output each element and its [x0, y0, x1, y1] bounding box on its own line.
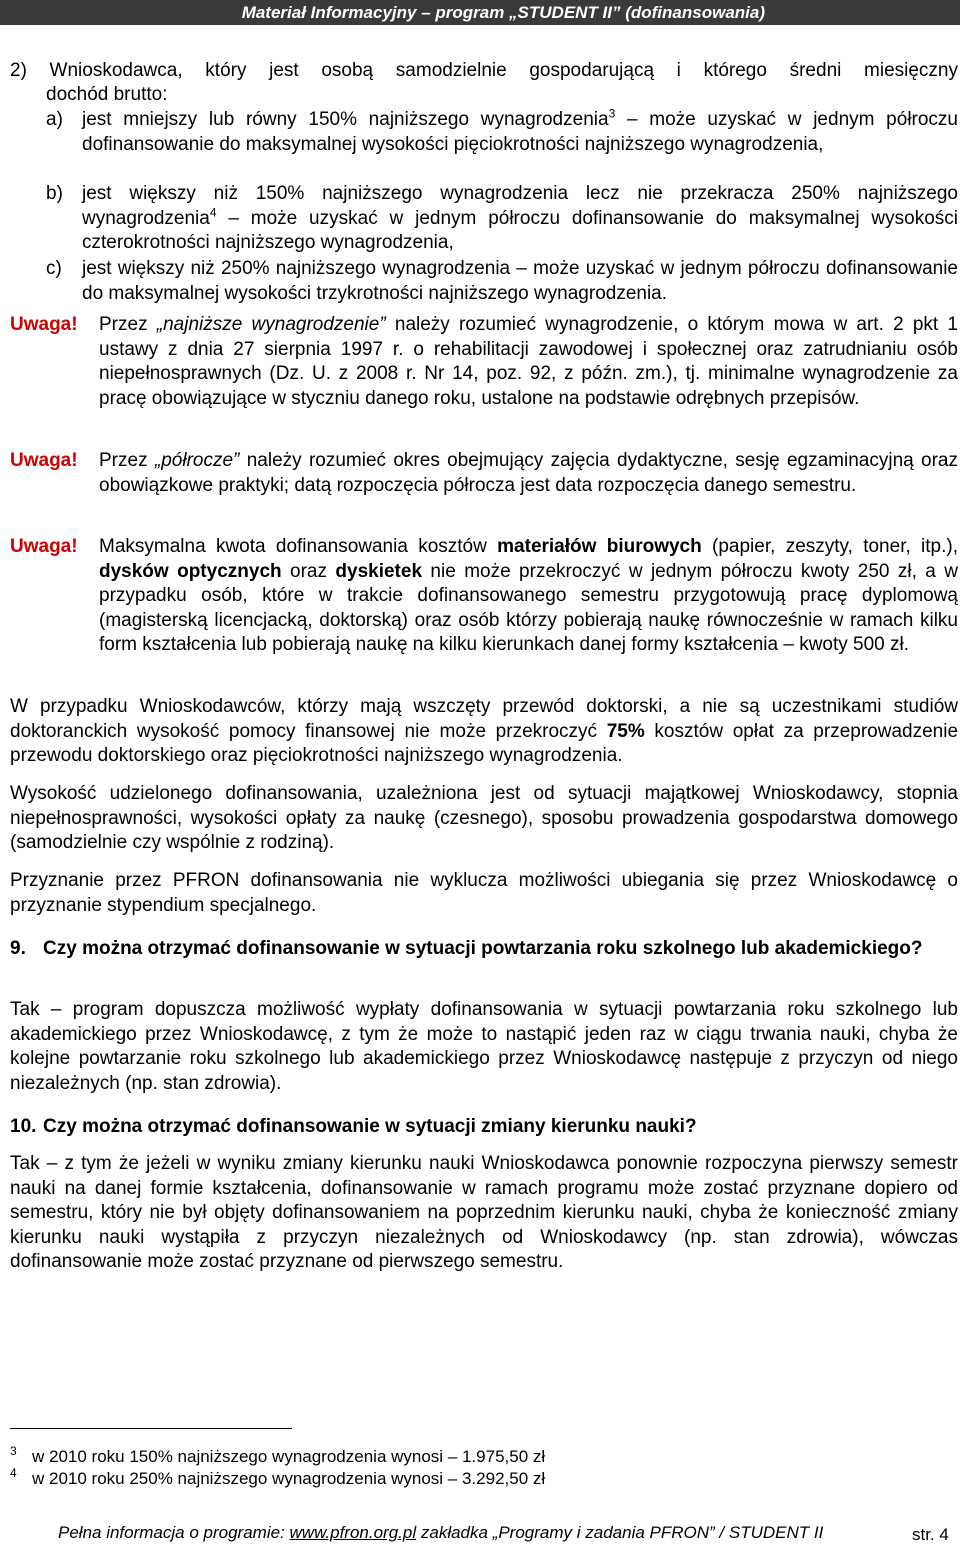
footnote-separator — [10, 1428, 292, 1429]
q9-title: Czy można otrzymać dofinansowanie w sytuacji powtarzania roku szkolnego lub akademickiego? — [43, 938, 923, 959]
q10-title: Czy można otrzymać dofinansowanie w sytuacji zmiany kierunku nauki? — [43, 1116, 697, 1137]
note2-label: Uwaga! — [10, 450, 78, 471]
note3-label: Uwaga! — [10, 536, 78, 557]
q9-number: 9. — [10, 938, 26, 959]
note3-text: Maksymalna kwota dofinansowania kosztów materiałów biurowych (papier, zeszyty, toner, itp.), dysków optycznych oraz dyskietek nie może przekroczyć w jednym półroczu kwoty 250 zł, a w przypadku osób, które w trakcie dofinansowanego semestru przygotowują pracę dyplomową (magisterską licencjacką, doktorską) oraz osób którzy pobierają naukę równocześnie w ramach kilku form kształcenia lub pobierają naukę na kilku kierunkach danej formy kształcenia – kwoty 500 zł. — [99, 536, 959, 655]
item2-a-text: jest mniejszy lub równy 150% najniższego wynagrodzenia$^3$ – może uzyskać w jednym półroczu dofinansowanie do maksymalnej wysokości pięciokrotności najniższego wynagrodzenia, — [82, 106, 958, 155]
item2-b-label: b) — [46, 183, 63, 204]
item2-intro-line1: 2) Wnioskodawca, który jest osobą samodzielnie gospodarującą i którego średni miesięczny — [10, 60, 958, 81]
footnote-ref-4: 4 — [209, 205, 217, 220]
footnote-3-number: 3 — [10, 1444, 17, 1458]
item2-a-label: a) — [46, 109, 63, 130]
note1-text: Przez „najniższe wynagrodzenie” należy rozumieć wynagrodzenie, o którym mowa w art. 2 pkt 1 ustawy z dnia 27 sierpnia 1997 r. o rehabilitacji zawodowej i społecznej oraz zatrudnianiu osób niepełnosprawnych (Dz. U. z 2008 r. Nr 14, poz. 92, z późn. zm.), tj. minimalne wynagrodzenie za pracę obowiązujące w styczniu danego roku, ustalone na podstawie odrębnych przepisów. — [99, 314, 958, 409]
page-number: str. 4 — [912, 1525, 949, 1544]
paragraph-doctoral: W przypadku Wnioskodawców, którzy mają wszczęty przewód doktorski, a nie są uczestnikami studiów doktoranckich wysokość pomocy finansowej nie może przekroczyć 75% kosztów opłat za przeprowadzenie przewodu doktorskiego oraz pięciokrotności najniższego wynagrodzenia. — [10, 696, 959, 766]
q10-number: 10. — [10, 1116, 37, 1137]
item2-b-text: jest większy niż 150% najniższego wynagrodzenia lecz nie przekracza 250% najniższego wynagrodzenia$^4$ – może uzyskać w jednym półroczu dofinansowanie do maksymalnej wysokości czterokrotności najniższego wynagrodzenia, — [82, 183, 958, 253]
pfron-link[interactable]: www.pfron.org.pl — [289, 1523, 417, 1542]
footnote-3-text: w 2010 roku 150% najniższego wynagrodzenia wynosi – 1.975,50 zł — [32, 1447, 546, 1466]
footnote-4-number: 4 — [10, 1466, 17, 1480]
footnote-ref-3: 3 — [608, 106, 616, 121]
note1-label: Uwaga! — [10, 314, 78, 335]
item2-c-label: c) — [46, 258, 62, 279]
footnote-4-text: w 2010 roku 250% najniższego wynagrodzenia wynosi – 3.292,50 zł — [32, 1469, 546, 1488]
q9-answer: Tak – program dopuszcza możliwość wypłaty dofinansowania w sytuacji powtarzania roku szkolnego lub akademickiego przez Wnioskodawcę, z tym że może to nastąpić jeden raz w ciągu trwania nauki, chyba że kolejne powtarzanie roku szkolnego lub akademickiego przez Wnioskodawcę następuje z przyczyn od niego niezależnych (np. stan zdrowia). — [10, 999, 958, 1094]
q10-answer: Tak – z tym że jeżeli w wyniku zmiany kierunku nauki Wnioskodawca ponownie rozpoczyna pierwszy semestr nauki na danej formie kształcenia, dofinansowanie w ramach programu może zostać przyznane dopiero od semestru, który nie był objęty dofinansowaniem na poprzednim kierunku nauki, chyba że konieczność zmiany kierunku nauki wystąpiła z przyczyn niezależnych od Wnioskodawcy (np. stan zdrowia), wówczas dofinansowanie może zostać przyznane od pierwszego semestru. — [10, 1153, 958, 1272]
document-header: Materiał Informacyjny – program „STUDENT II” (dofinansowania) — [0, 0, 960, 25]
item2-c-text: jest większy niż 250% najniższego wynagrodzenia – może uzyskać w jednym półroczu dofinansowanie do maksymalnej wysokości trzykrotności najniższego wynagrodzenia. — [82, 258, 958, 304]
page-footer: Pełna informacja o programie: www.pfron.org.pl zakładka „Programy i zadania PFRON” / STUDENT II — [58, 1523, 824, 1542]
note2-text: Przez „półrocze” należy rozumieć okres obejmujący zajęcia dydaktyczne, sesję egzaminacyjną oraz obowiązkowe praktyki; datą rozpoczęcia półrocza jest data rozpoczęcia danego semestru. — [99, 450, 958, 496]
item2-intro-line2: dochód brutto: — [46, 84, 168, 105]
paragraph-amount: Wysokość udzielonego dofinansowania, uzależniona jest od sytuacji majątkowej Wnioskodawcy, stopnia niepełnosprawności, wysokości opłaty za naukę (czesnego), sposobu prowadzenia gospodarstwa domowego (samodzielnie czy wspólnie z rodziną). — [10, 783, 958, 853]
paragraph-stipend: Przyznanie przez PFRON dofinansowania nie wyklucza możliwości ubiegania się przez Wnioskodawcę o przyznanie stypendium specjalnego. — [10, 870, 958, 916]
